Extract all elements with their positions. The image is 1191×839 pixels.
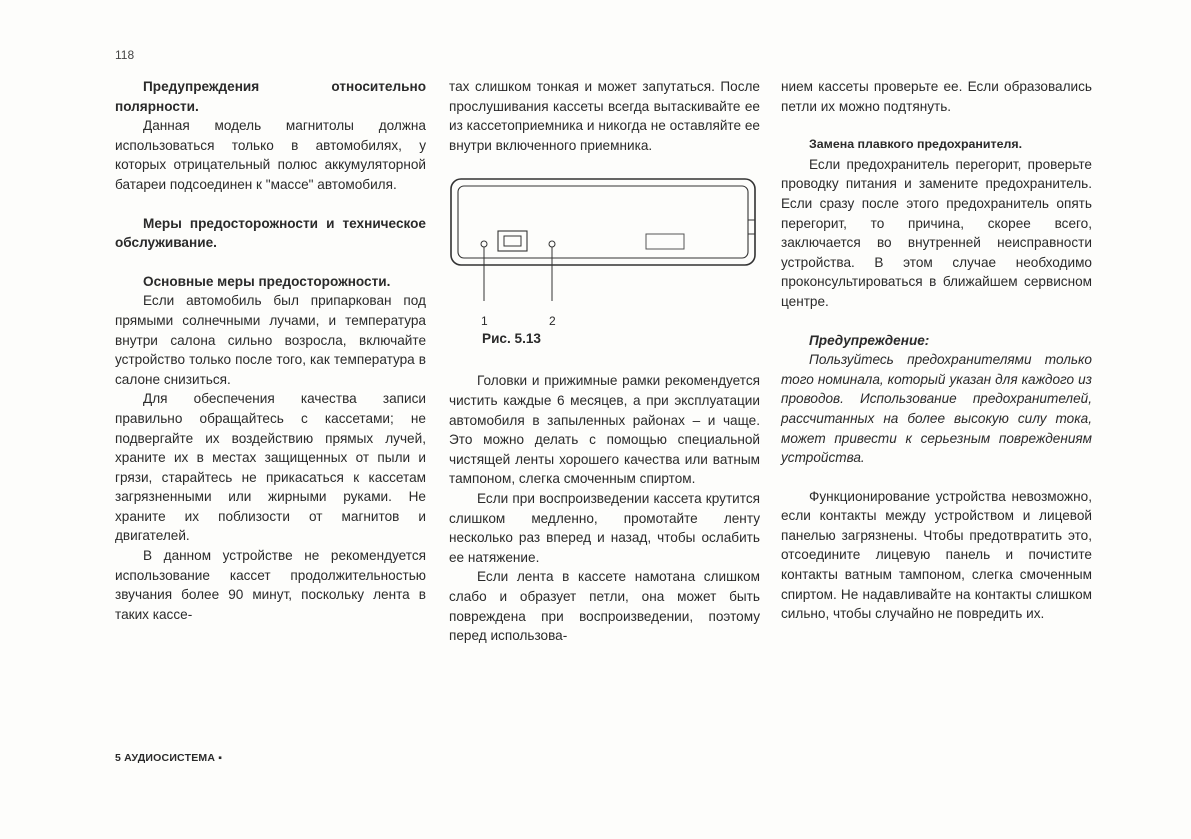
figure-5-13 bbox=[449, 177, 760, 352]
paragraph-continued: нием кассеты проверьте ее. Если образовались петли их можно подтянуть. bbox=[781, 79, 1092, 114]
paragraph-polarity: Данная модель магнитолы должна использоваться только в автомобилях, у которых отрицательный полюс аккумуляторной батареи подсоединен к "массе" автомобиля. bbox=[115, 118, 426, 192]
paragraph-fuse: Если предохранитель перегорит, проверьте проводку питания и замените предохранитель. Если сразу после этого предохранитель опять перегорит, то причина, скорее всего, заключается во внутренней неисправности устройства. В этом случае необходимо проконсультироваться в ближайшем сервисном центре. bbox=[781, 156, 1092, 309]
figure-caption: Рис. 5.13 bbox=[482, 331, 541, 347]
figure-label-2: 2 bbox=[549, 314, 556, 329]
section-footer: 5 АУДИОСИСТЕМА ▪ bbox=[115, 752, 223, 764]
paragraph-quality: Для обеспечения качества записи правильно обращайтесь с кассетами; не подвергайте их воздействию прямых лучей, храните их в местах защищенных от пыли и грязи, старайтесь не прикасаться к кассетам загрязненными или жирными руками. Не храните их поблизости от магнитов и двигателей. bbox=[115, 391, 426, 544]
column-3 bbox=[781, 77, 1092, 624]
paragraph-slow: Если при воспроизведении кассета крутится слишком медленно, промотайте ленту несколько раз вперед и назад, чтобы ослабить ее натяжение. bbox=[449, 490, 760, 565]
heading-basic-precautions: Основные меры предосторожности. bbox=[143, 273, 391, 289]
heading-polarity: Предупреждения относительно полярности. bbox=[115, 79, 426, 114]
paragraph-device: В данном устройстве не рекомендуется использование кассет продолжительностью звучания более 90 минут, поскольку лента в таких кассе- bbox=[115, 548, 426, 622]
heading-fuse: Замена плавкого предохранителя. bbox=[809, 137, 1023, 152]
warning-text: Пользуйтесь предохранителями только того номинала, который указан для каждого из проводов. Использование предохранителей, рассчитанных на более высокую силу тока, может привести к серьезным повреждениям устройства. bbox=[781, 352, 1092, 466]
column-2 bbox=[449, 77, 760, 646]
column-1 bbox=[115, 77, 426, 624]
paragraph-continued: тах слишком тонкая и может запутаться. После прослушивания кассеты всегда вытаскивайте ее из кассетоприемника и никогда не оставляйте ее внутри включенного приемника. bbox=[449, 79, 760, 153]
heading-precautions: Меры предосторожности и техническое обслуживание. bbox=[115, 215, 426, 251]
paragraph-sun: Если автомобиль был припаркован под прямыми солнечными лучами, и температура внутри салона сильно возросла, включайте устройство только после того, как температура в салоне снизиться. bbox=[115, 293, 426, 387]
paragraph-loose: Если лента в кассете намотана слишком слабо и образует петли, она может быть повреждена при воспроизведении, поэтому перед использова- bbox=[449, 569, 760, 644]
figure-label-1: 1 bbox=[481, 314, 488, 329]
paragraph-contacts: Функционирование устройства невозможно, если контакты между устройством и лицевой панелью загрязнены. Чтобы предотвратить это, отсоедините лицевую панель и почистите контакты ватным тампоном, слегка смоченным спиртом. Не надавливайте на контакты слишком сильно, чтобы случайно не повредить их. bbox=[781, 488, 1092, 622]
radio-front-panel-drawing bbox=[449, 177, 760, 352]
warning-title: Предупреждение: bbox=[809, 332, 930, 348]
page-number: 118 bbox=[115, 48, 135, 62]
paragraph-heads: Головки и прижимные рамки рекомендуется чистить каждые 6 месяцев, а при эксплуатации автомобиля в запыленных районах – и чаще. Это можно делать с помощью специальной чистящей ленты хорошего качества или ватным тампоном, слегка смоченным спиртом. bbox=[449, 373, 760, 487]
